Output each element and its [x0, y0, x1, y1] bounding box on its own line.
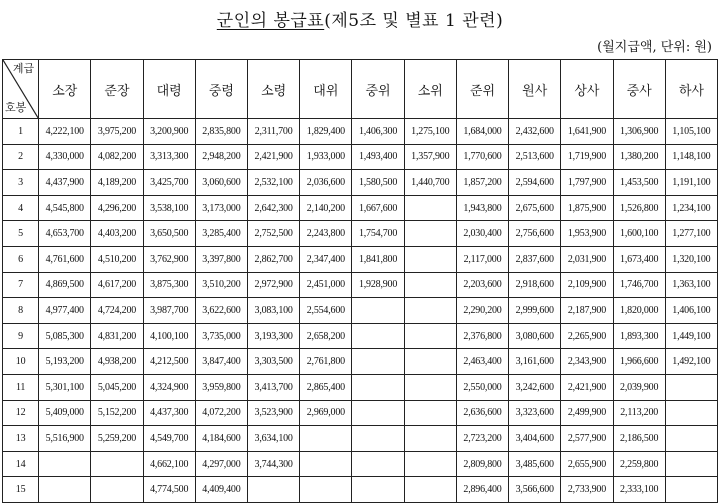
hobong-cell: 10 [3, 349, 39, 375]
salary-cell: 2,636,600 [456, 400, 508, 426]
salary-cell [404, 349, 456, 375]
rank-header: 소장 [39, 60, 91, 119]
salary-cell [665, 400, 717, 426]
salary-cell: 1,966,600 [613, 349, 665, 375]
salary-cell: 1,684,000 [456, 119, 508, 145]
rank-header: 상사 [561, 60, 613, 119]
salary-cell: 2,655,900 [561, 451, 613, 477]
salary-cell [352, 374, 404, 400]
corner-grade-label: 계급 [12, 62, 35, 75]
table-row [3, 144, 718, 170]
salary-cell [404, 400, 456, 426]
table-row [3, 119, 718, 145]
salary-cell: 3,285,400 [195, 221, 247, 247]
salary-cell: 2,117,000 [456, 246, 508, 272]
table-row [3, 298, 718, 324]
salary-cell: 4,100,100 [143, 323, 195, 349]
salary-cell: 1,667,600 [352, 195, 404, 221]
salary-cell: 2,550,000 [456, 374, 508, 400]
salary-cell [404, 221, 456, 247]
table-row [3, 221, 718, 247]
salary-cell [665, 426, 717, 452]
salary-cell: 1,406,100 [665, 298, 717, 324]
salary-cell: 3,080,600 [509, 323, 561, 349]
salary-cell: 3,634,100 [248, 426, 300, 452]
salary-cell: 1,797,900 [561, 170, 613, 196]
salary-cell: 1,754,700 [352, 221, 404, 247]
salary-cell: 5,259,200 [91, 426, 143, 452]
salary-cell: 2,642,300 [248, 195, 300, 221]
corner-header [3, 60, 39, 119]
salary-cell: 1,933,000 [300, 144, 352, 170]
rank-header: 준위 [456, 60, 508, 119]
salary-cell: 1,406,300 [352, 119, 404, 145]
salary-cell: 2,187,900 [561, 298, 613, 324]
hobong-cell: 5 [3, 221, 39, 247]
page-title [0, 6, 720, 31]
salary-cell: 3,510,200 [195, 272, 247, 298]
salary-cell [665, 451, 717, 477]
salary-cell: 3,566,600 [509, 477, 561, 503]
title-main: 군인의 봉급표 [216, 11, 325, 31]
salary-cell: 3,875,300 [143, 272, 195, 298]
salary-cell: 1,440,700 [404, 170, 456, 196]
salary-cell [404, 298, 456, 324]
rank-header: 원사 [509, 60, 561, 119]
table-body [3, 119, 718, 503]
salary-cell: 2,948,200 [195, 144, 247, 170]
hobong-cell: 1 [3, 119, 39, 145]
salary-cell: 3,323,600 [509, 400, 561, 426]
salary-cell: 1,148,100 [665, 144, 717, 170]
salary-cell: 3,397,800 [195, 246, 247, 272]
salary-cell: 3,083,100 [248, 298, 300, 324]
rank-header: 소위 [404, 60, 456, 119]
salary-cell: 2,463,400 [456, 349, 508, 375]
salary-cell: 3,485,600 [509, 451, 561, 477]
salary-cell: 4,869,500 [39, 272, 91, 298]
salary-cell: 1,275,100 [404, 119, 456, 145]
rank-header: 소령 [248, 60, 300, 119]
salary-cell: 4,184,600 [195, 426, 247, 452]
salary-cell: 1,363,100 [665, 272, 717, 298]
hobong-cell: 7 [3, 272, 39, 298]
rank-header: 중령 [195, 60, 247, 119]
salary-cell [404, 451, 456, 477]
salary-cell: 1,857,200 [456, 170, 508, 196]
salary-cell: 4,296,200 [91, 195, 143, 221]
salary-cell: 1,600,100 [613, 221, 665, 247]
salary-cell: 2,290,200 [456, 298, 508, 324]
salary-cell: 1,829,400 [300, 119, 352, 145]
salary-cell: 1,580,500 [352, 170, 404, 196]
salary-cell: 2,039,900 [613, 374, 665, 400]
salary-cell: 4,403,200 [91, 221, 143, 247]
salary-cell: 1,306,900 [613, 119, 665, 145]
rank-header: 중위 [352, 60, 404, 119]
salary-cell: 2,837,600 [509, 246, 561, 272]
salary-cell [352, 426, 404, 452]
salary-cell: 1,526,800 [613, 195, 665, 221]
salary-cell: 2,030,400 [456, 221, 508, 247]
salary-cell: 2,421,900 [248, 144, 300, 170]
salary-cell: 2,835,800 [195, 119, 247, 145]
salary-cell: 4,437,900 [39, 170, 91, 196]
hobong-cell: 2 [3, 144, 39, 170]
salary-cell: 2,809,800 [456, 451, 508, 477]
salary-table [2, 59, 718, 503]
salary-cell: 2,031,900 [561, 246, 613, 272]
salary-cell: 3,200,900 [143, 119, 195, 145]
salary-cell: 1,928,900 [352, 272, 404, 298]
salary-cell [39, 451, 91, 477]
salary-cell: 3,193,300 [248, 323, 300, 349]
salary-cell: 3,735,000 [195, 323, 247, 349]
salary-cell: 1,953,900 [561, 221, 613, 247]
salary-cell [404, 477, 456, 503]
salary-cell: 2,756,600 [509, 221, 561, 247]
salary-cell [91, 477, 143, 503]
salary-cell [352, 477, 404, 503]
salary-cell: 4,653,700 [39, 221, 91, 247]
salary-cell: 3,744,300 [248, 451, 300, 477]
salary-cell: 4,189,200 [91, 170, 143, 196]
table-row [3, 477, 718, 503]
salary-cell: 1,234,100 [665, 195, 717, 221]
salary-cell: 4,774,500 [143, 477, 195, 503]
rank-header: 하사 [665, 60, 717, 119]
salary-cell [352, 400, 404, 426]
header-row [3, 60, 718, 119]
salary-cell: 5,152,200 [91, 400, 143, 426]
table-row [3, 374, 718, 400]
salary-cell: 4,437,300 [143, 400, 195, 426]
table-row [3, 246, 718, 272]
salary-cell [300, 451, 352, 477]
hobong-cell: 11 [3, 374, 39, 400]
hobong-cell: 8 [3, 298, 39, 324]
salary-cell [352, 298, 404, 324]
salary-cell: 4,222,100 [39, 119, 91, 145]
salary-cell: 5,516,900 [39, 426, 91, 452]
salary-cell: 4,297,000 [195, 451, 247, 477]
salary-cell: 5,301,100 [39, 374, 91, 400]
salary-cell: 3,847,400 [195, 349, 247, 375]
rank-header: 대위 [300, 60, 352, 119]
salary-cell: 3,161,600 [509, 349, 561, 375]
salary-cell: 3,762,900 [143, 246, 195, 272]
salary-cell: 2,862,700 [248, 246, 300, 272]
salary-cell: 1,357,900 [404, 144, 456, 170]
salary-cell: 2,733,900 [561, 477, 613, 503]
hobong-cell: 6 [3, 246, 39, 272]
salary-cell: 1,893,300 [613, 323, 665, 349]
salary-cell: 3,313,300 [143, 144, 195, 170]
hobong-cell: 14 [3, 451, 39, 477]
table-row [3, 349, 718, 375]
salary-cell [352, 323, 404, 349]
salary-cell: 2,432,600 [509, 119, 561, 145]
table-row [3, 170, 718, 196]
salary-cell: 2,203,600 [456, 272, 508, 298]
salary-cell [404, 246, 456, 272]
salary-cell: 3,413,700 [248, 374, 300, 400]
salary-cell: 3,404,600 [509, 426, 561, 452]
salary-cell: 1,453,500 [613, 170, 665, 196]
salary-cell: 4,831,200 [91, 323, 143, 349]
salary-cell: 3,523,900 [248, 400, 300, 426]
salary-cell: 2,752,500 [248, 221, 300, 247]
salary-cell: 4,082,200 [91, 144, 143, 170]
salary-cell: 4,510,200 [91, 246, 143, 272]
salary-cell: 1,746,700 [613, 272, 665, 298]
salary-cell: 2,265,900 [561, 323, 613, 349]
salary-cell: 5,045,200 [91, 374, 143, 400]
salary-cell: 1,380,200 [613, 144, 665, 170]
salary-cell: 1,320,100 [665, 246, 717, 272]
salary-cell: 4,330,000 [39, 144, 91, 170]
hobong-cell: 13 [3, 426, 39, 452]
salary-cell: 2,311,700 [248, 119, 300, 145]
salary-cell: 1,492,100 [665, 349, 717, 375]
salary-cell [665, 477, 717, 503]
salary-cell: 1,875,900 [561, 195, 613, 221]
table-row [3, 272, 718, 298]
salary-cell: 1,277,100 [665, 221, 717, 247]
salary-cell: 5,193,200 [39, 349, 91, 375]
salary-cell: 4,977,400 [39, 298, 91, 324]
salary-cell: 2,918,600 [509, 272, 561, 298]
salary-cell: 4,662,100 [143, 451, 195, 477]
salary-cell: 1,841,800 [352, 246, 404, 272]
salary-cell: 2,999,600 [509, 298, 561, 324]
salary-cell [404, 374, 456, 400]
salary-cell: 2,113,200 [613, 400, 665, 426]
salary-cell: 2,723,200 [456, 426, 508, 452]
salary-cell: 2,451,000 [300, 272, 352, 298]
salary-cell: 3,650,500 [143, 221, 195, 247]
table-row [3, 323, 718, 349]
salary-cell: 2,594,600 [509, 170, 561, 196]
salary-cell [352, 451, 404, 477]
hobong-cell: 12 [3, 400, 39, 426]
salary-cell [352, 349, 404, 375]
salary-cell: 1,719,900 [561, 144, 613, 170]
salary-cell [248, 477, 300, 503]
salary-cell: 3,242,600 [509, 374, 561, 400]
salary-cell: 4,324,900 [143, 374, 195, 400]
salary-cell [300, 477, 352, 503]
salary-cell: 2,343,900 [561, 349, 613, 375]
salary-cell: 1,493,400 [352, 144, 404, 170]
salary-cell: 2,896,400 [456, 477, 508, 503]
salary-cell: 2,186,500 [613, 426, 665, 452]
salary-cell: 4,409,400 [195, 477, 247, 503]
salary-cell: 1,943,800 [456, 195, 508, 221]
salary-cell: 2,421,900 [561, 374, 613, 400]
salary-cell: 5,085,300 [39, 323, 91, 349]
salary-cell: 4,072,200 [195, 400, 247, 426]
salary-cell [404, 323, 456, 349]
salary-cell: 3,622,600 [195, 298, 247, 324]
salary-cell: 4,724,200 [91, 298, 143, 324]
salary-cell: 4,938,200 [91, 349, 143, 375]
table-row [3, 400, 718, 426]
corner-hobong-label: 호봉 [5, 101, 27, 114]
salary-cell: 3,173,000 [195, 195, 247, 221]
salary-cell: 3,060,600 [195, 170, 247, 196]
salary-cell [91, 451, 143, 477]
salary-cell [404, 426, 456, 452]
salary-cell: 3,538,100 [143, 195, 195, 221]
salary-cell: 3,425,700 [143, 170, 195, 196]
salary-cell: 2,554,600 [300, 298, 352, 324]
hobong-cell: 3 [3, 170, 39, 196]
salary-cell: 2,259,800 [613, 451, 665, 477]
salary-cell: 2,675,600 [509, 195, 561, 221]
salary-cell: 1,820,000 [613, 298, 665, 324]
salary-cell: 2,333,100 [613, 477, 665, 503]
salary-cell: 2,972,900 [248, 272, 300, 298]
salary-cell: 2,109,900 [561, 272, 613, 298]
rank-header: 준장 [91, 60, 143, 119]
salary-cell: 1,191,100 [665, 170, 717, 196]
table-row [3, 451, 718, 477]
salary-cell: 1,770,600 [456, 144, 508, 170]
salary-cell: 2,376,800 [456, 323, 508, 349]
salary-cell: 2,969,000 [300, 400, 352, 426]
salary-cell: 2,499,900 [561, 400, 613, 426]
rank-header: 중사 [613, 60, 665, 119]
salary-cell: 3,303,500 [248, 349, 300, 375]
salary-cell: 2,347,400 [300, 246, 352, 272]
salary-cell [300, 426, 352, 452]
salary-cell: 2,513,600 [509, 144, 561, 170]
salary-cell [404, 195, 456, 221]
hobong-cell: 15 [3, 477, 39, 503]
salary-cell: 4,761,600 [39, 246, 91, 272]
salary-cell: 1,105,100 [665, 119, 717, 145]
salary-cell: 2,865,400 [300, 374, 352, 400]
hobong-cell: 9 [3, 323, 39, 349]
salary-cell [404, 272, 456, 298]
salary-cell: 3,975,200 [91, 119, 143, 145]
salary-cell: 4,549,700 [143, 426, 195, 452]
salary-cell: 1,449,100 [665, 323, 717, 349]
salary-cell: 2,577,900 [561, 426, 613, 452]
salary-cell: 2,532,100 [248, 170, 300, 196]
salary-cell: 2,761,800 [300, 349, 352, 375]
salary-cell: 4,545,800 [39, 195, 91, 221]
salary-cell [39, 477, 91, 503]
salary-cell: 1,641,900 [561, 119, 613, 145]
rank-header: 대령 [143, 60, 195, 119]
salary-cell: 3,987,700 [143, 298, 195, 324]
unit-note: (월지급액, 단위: 원) [597, 40, 712, 55]
salary-cell [665, 374, 717, 400]
salary-cell: 3,959,800 [195, 374, 247, 400]
salary-cell: 2,140,200 [300, 195, 352, 221]
title-reference: (제5조 및 별표 1 관련) [324, 11, 504, 31]
salary-cell: 5,409,000 [39, 400, 91, 426]
table-row [3, 426, 718, 452]
salary-cell: 2,658,200 [300, 323, 352, 349]
table-row [3, 195, 718, 221]
salary-cell: 2,243,800 [300, 221, 352, 247]
salary-cell: 1,673,400 [613, 246, 665, 272]
salary-cell: 4,617,200 [91, 272, 143, 298]
hobong-cell: 4 [3, 195, 39, 221]
salary-cell: 4,212,500 [143, 349, 195, 375]
salary-cell: 2,036,600 [300, 170, 352, 196]
